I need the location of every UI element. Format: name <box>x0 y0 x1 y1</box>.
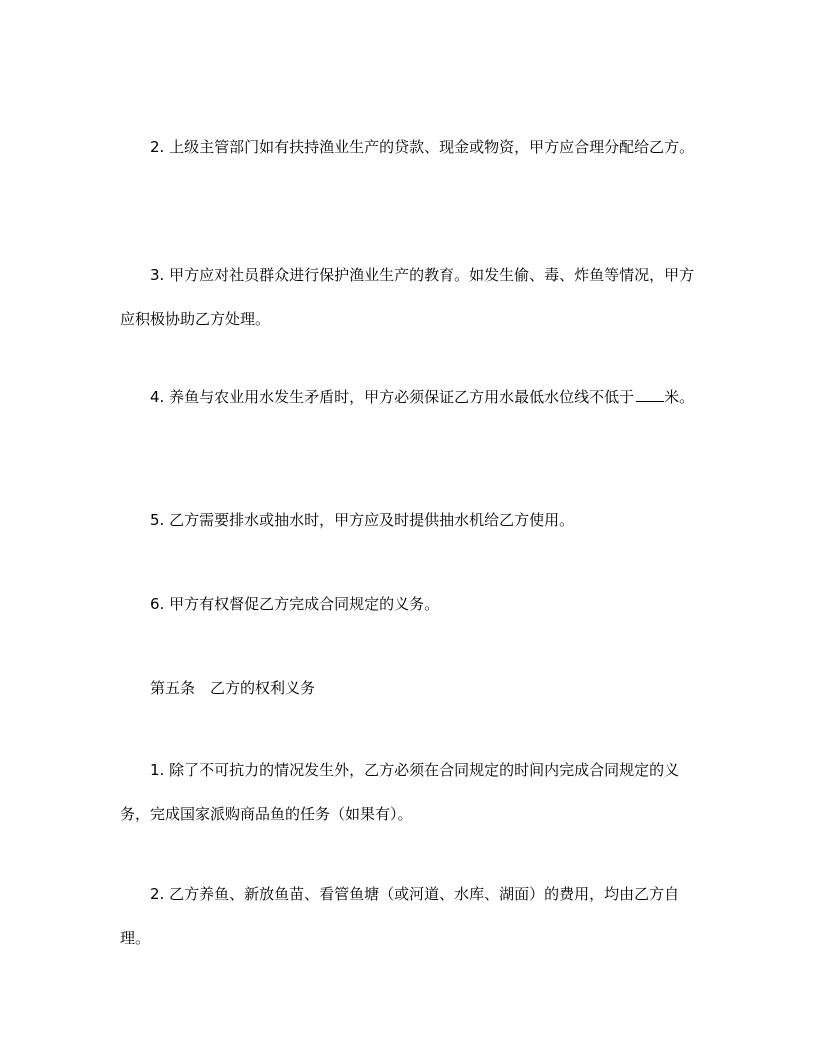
clause-5-item-1: 1. 除了不可抗力的情况发生外，乙方必须在合同规定的时间内完成合同规定的义务，完成国家派购商品鱼的任务（如果有）。 <box>120 761 680 823</box>
clause-4-item-4 <box>120 375 700 419</box>
clause-5-heading: 第五条 乙方的权利义务 <box>150 679 316 697</box>
clause-4-item-2: 2. 上级主管部门如有扶持渔业生产的贷款、现金或物资，甲方应合理分配给乙方。 <box>150 138 695 156</box>
clause-4-item-3: 3. 甲方应对社员群众进行保护渔业生产的教育。如发生偷、毒、炸鱼等情况，甲方应积极协助乙方处理。 <box>120 266 695 328</box>
fill-in-blank-line <box>636 389 664 402</box>
clause-4-item-5: 5. 乙方需要排水或抽水时，甲方应及时提供抽水机给乙方使用。 <box>150 511 575 529</box>
clause-4-item-4-unit: 米。 <box>664 388 695 406</box>
clause-4-item-4-text: 4. 养鱼与农业用水发生矛盾时，甲方必须保证乙方用水最低水位线不低于 <box>150 388 635 406</box>
clause-5-item-2: 2. 乙方养鱼、新放鱼苗、看管鱼塘（或河道、水库、湖面）的费用，均由乙方自理。 <box>120 885 680 947</box>
clause-4-item-6: 6. 甲方有权督促乙方完成合同规定的义务。 <box>150 595 440 613</box>
